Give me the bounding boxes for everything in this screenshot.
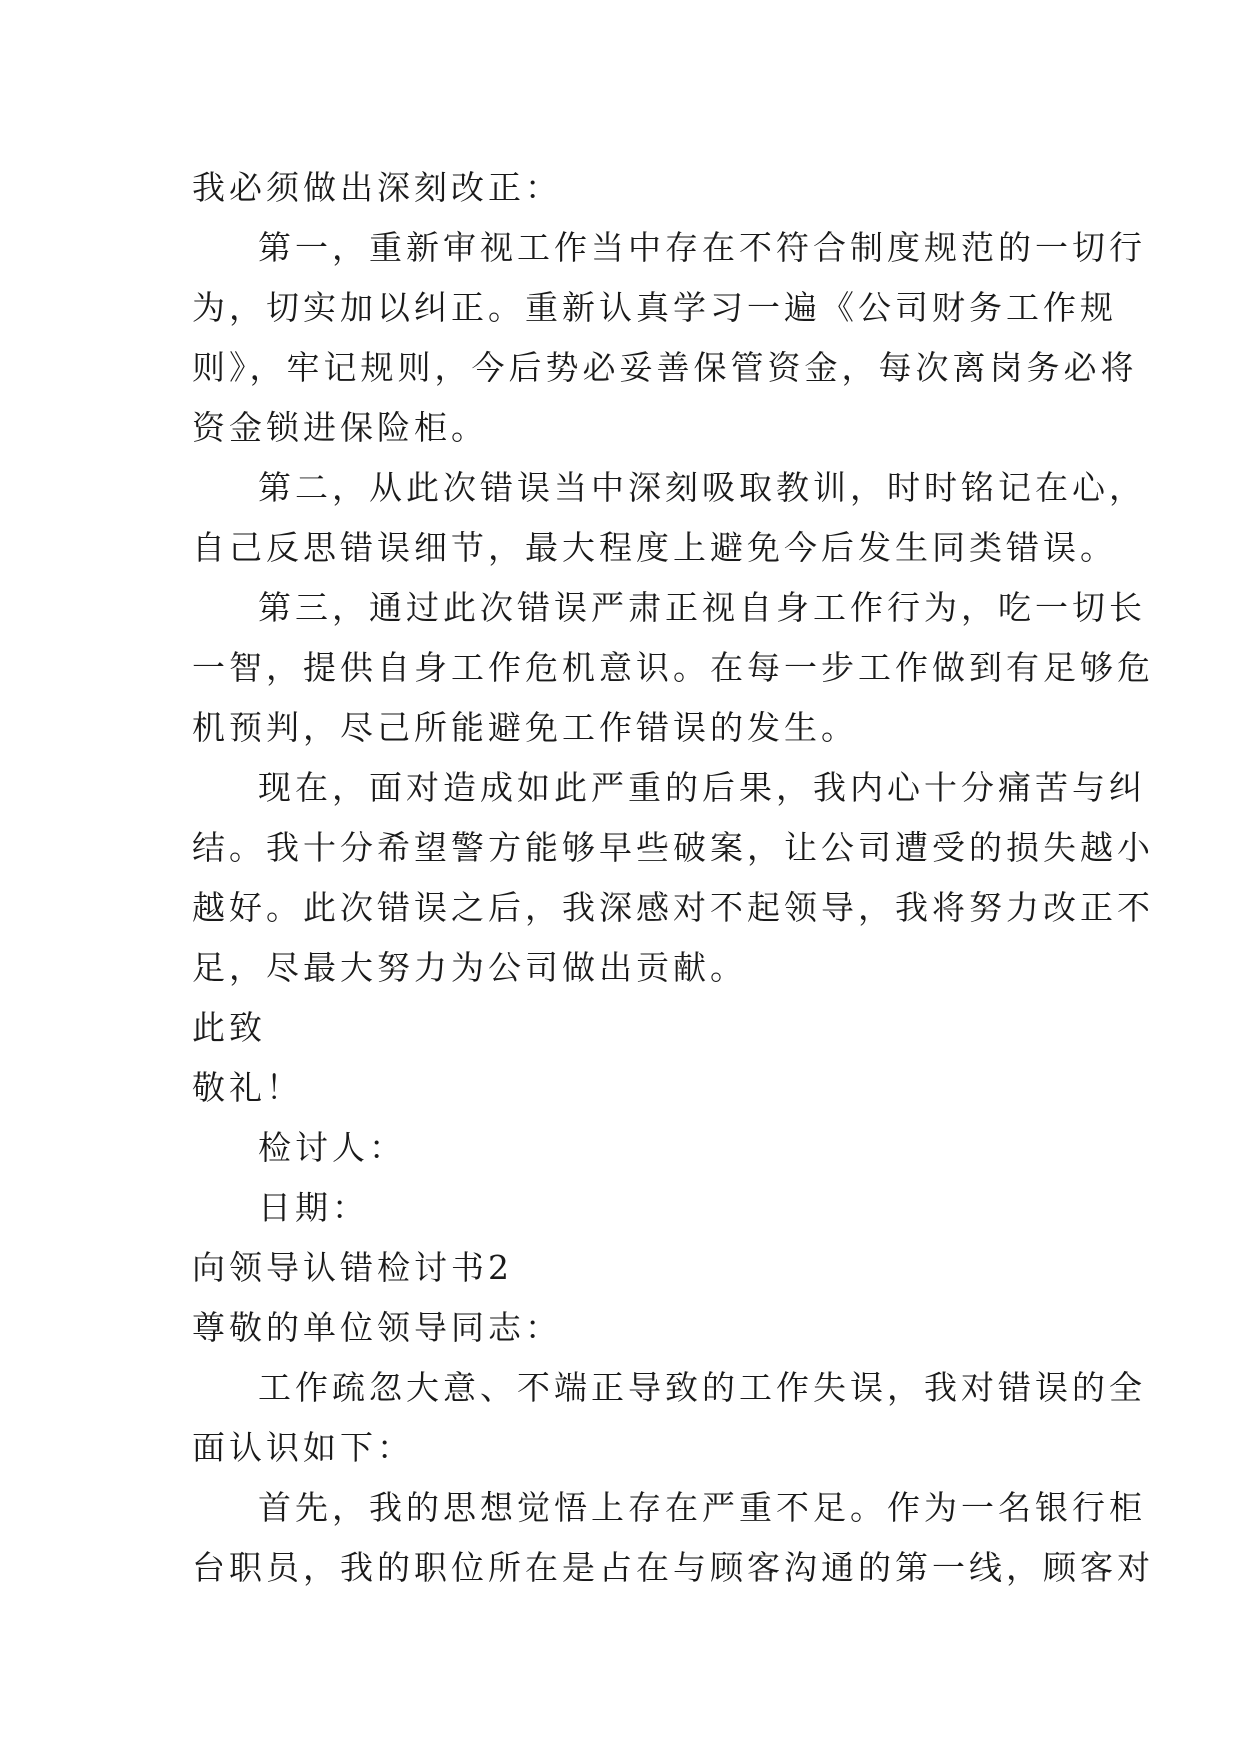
text-line: 台职员，我的职位所在是占在与顾客沟通的第一线，顾客对 [192,1548,1154,1587]
text-line: 第二，从此次错误当中深刻吸取教训，时时铭记在心， [258,468,1146,507]
closing-phrase: 此致 [192,1008,266,1047]
text-line: 首先，我的思想觉悟上存在严重不足。作为一名银行柜 [258,1488,1146,1527]
salutation-closing: 敬礼！ [192,1068,303,1107]
text-line: 足，尽最大努力为公司做出贡献。 [192,948,747,987]
date-label: 日期： [258,1188,369,1227]
text-line: 面认识如下： [192,1428,414,1467]
section-title: 向领导认错检讨书2 [192,1248,513,1287]
text-line: 第一，重新审视工作当中存在不符合制度规范的一切行 [258,228,1146,267]
salutation: 尊敬的单位领导同志： [192,1308,562,1347]
text-line: 自己反思错误细节，最大程度上避免今后发生同类错误。 [192,528,1117,567]
text-line: 工作疏忽大意、不端正导致的工作失误，我对错误的全 [258,1368,1146,1407]
text-line: 一智，提供自身工作危机意识。在每一步工作做到有足够危 [192,648,1154,687]
text-line: 第三，通过此次错误严肃正视自身工作行为，吃一切长 [258,588,1146,627]
text-line: 结。我十分希望警方能够早些破案，让公司遭受的损失越小 [192,828,1154,867]
document-body [192,158,1154,1598]
text-line: 则》，牢记规则，今后势必妥善保管资金，每次离岗务必将 [192,348,1138,387]
text-line: 现在，面对造成如此严重的后果，我内心十分痛苦与纠 [258,768,1146,807]
text-line: 机预判，尽己所能避免工作错误的发生。 [192,708,858,747]
text-line: 资金锁进保险柜。 [192,408,488,447]
text-line: 越好。此次错误之后，我深感对不起领导，我将努力改正不 [192,888,1154,927]
text-line: 为，切实加以纠正。重新认真学习一遍《公司财务工作规 [192,288,1117,327]
text-line: 我必须做出深刻改正： [192,168,562,207]
signer-label: 检讨人： [258,1128,406,1167]
